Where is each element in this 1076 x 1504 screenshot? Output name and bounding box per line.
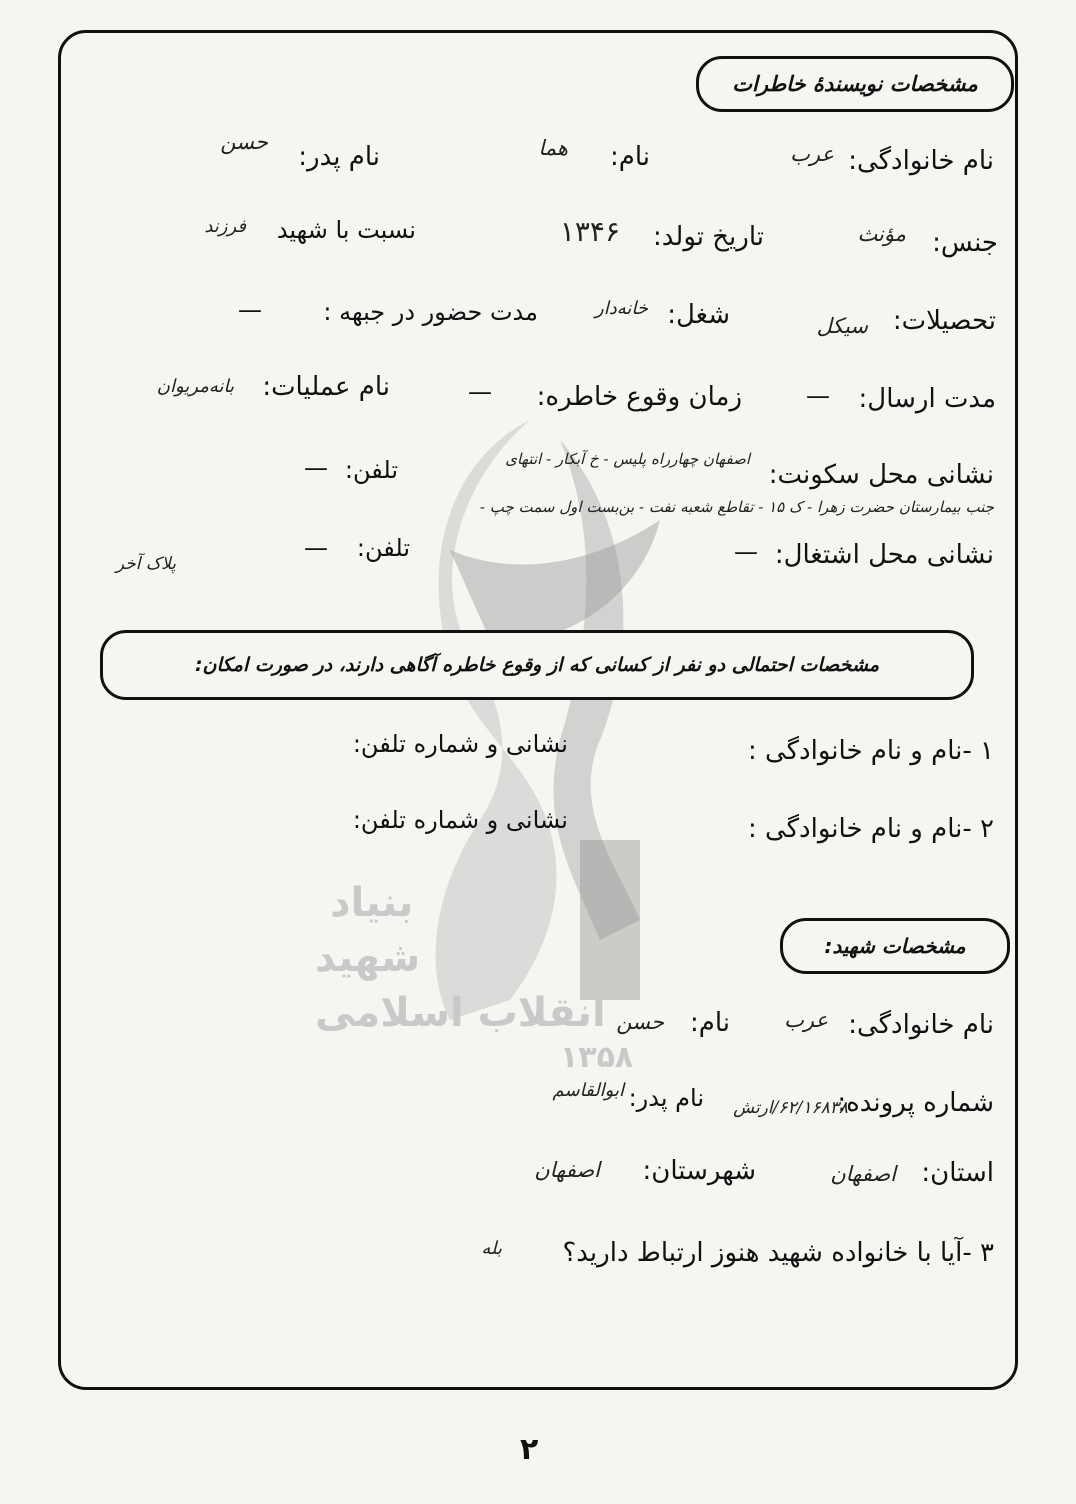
writer-education-label: تحصیلات: [892,306,996,336]
writer-family-name-value: عرب [790,142,834,166]
writer-home-value-1: اصفهان چهارراه پلیس - خ آبکار - انتهای [505,450,750,468]
martyr-province-value: اصفهان [830,1162,896,1186]
writer-work-phone-value: — [304,534,328,562]
writer-gender-label: جنس: [932,228,998,258]
witnesses-section-heading: مشخصات احتمالی دو نفر از کسانی که از وقوع خاطره آگاهی دارند، در صورت امکان: [100,630,974,700]
writer-gender-value: مؤنث [857,222,906,246]
stamp-line-2: شهید [315,935,421,981]
writer-operation-label: نام عملیات: [262,372,390,402]
martyr-family-name-label: نام خانوادگی: [848,1010,994,1040]
writer-home-phone-label: تلفن: [344,456,398,484]
writer-front-label: مدت حضور در جبهه : [323,298,538,326]
writer-job-label: شغل: [667,300,730,330]
writer-operation-value: بانه‌مریوان [156,376,234,397]
witness-1-address-label: نشانی و شماره تلفن: [352,730,568,758]
writer-work-value: — [734,538,758,566]
stamp-line-3: انقلاب اسلامی [315,990,606,1036]
page-number: ۲ [520,1432,539,1467]
martyr-contact-answer: بله [481,1238,502,1259]
writer-father-label: نام پدر: [298,142,380,172]
writer-name-value: هما [538,136,568,160]
writer-relation-value: فرزند [204,216,246,237]
martyr-province-label: استان: [921,1158,994,1188]
writer-home-value-3: پلاک آخر [115,554,176,574]
martyr-name-label: نام: [689,1008,730,1038]
writer-section-heading: مشخصات نویسندۀ خاطرات [696,56,1014,112]
writer-dispatch-value: — [806,382,830,410]
martyr-contact-question: ۳ -آیا با خانواده شهید هنوز ارتباط دارید؟ [562,1238,994,1268]
witness-2-address-label: نشانی و شماره تلفن: [352,806,568,834]
stamp-line-1: بنیاد [330,880,414,926]
writer-front-value: — [238,296,262,324]
writer-dispatch-label: مدت ارسال: [858,384,996,414]
witness-1-name-label: ۱ -نام و نام خانوادگی : [747,736,994,766]
writer-home-label: نشانی محل سکونت: [768,460,994,490]
writer-birth-label: تاریخ تولد: [653,222,764,252]
stamp-year: ۱۳۵۸ [560,1040,634,1075]
martyr-section-heading: مشخصات شهید: [780,918,1010,974]
witness-2-name-label: ۲ -نام و نام خانوادگی : [747,814,994,844]
writer-home-value-2: جنب بیمارستان حضرت زهرا - ک ۱۵ - تقاطع شعبه نفت - بن‌بست اول سمت چپ - [479,498,994,516]
writer-education-value: سیکل [816,314,868,338]
martyr-family-name-value: عرب [784,1008,828,1032]
martyr-father-label: نام پدر: [628,1084,704,1112]
writer-name-label: نام: [609,142,650,172]
writer-home-phone-value: — [304,454,328,482]
martyr-name-value: حسن [616,1010,664,1034]
writer-work-phone-label: تلفن: [356,534,410,562]
martyr-city-value: اصفهان [534,1158,600,1182]
writer-job-value: خانه‌دار [595,298,648,319]
writer-work-label: نشانی محل اشتغال: [774,540,994,570]
writer-memory-time-label: زمان وقوع خاطره: [536,382,742,412]
writer-family-name-label: نام خانوادگی: [848,146,994,176]
writer-memory-time-value: — [468,378,492,406]
martyr-file-label: شماره پرونده: [837,1088,994,1118]
martyr-file-value: ۶۲/۱۶۸۳۸/ارتش [733,1098,848,1118]
writer-relation-label: نسبت با شهید [276,216,416,244]
martyr-father-value: ابوالقاسم [552,1080,624,1101]
writer-father-value: حسن [220,130,268,154]
martyr-city-label: شهرستان: [642,1156,756,1186]
writer-birth-value: ۱۳۴۶ [559,215,620,248]
